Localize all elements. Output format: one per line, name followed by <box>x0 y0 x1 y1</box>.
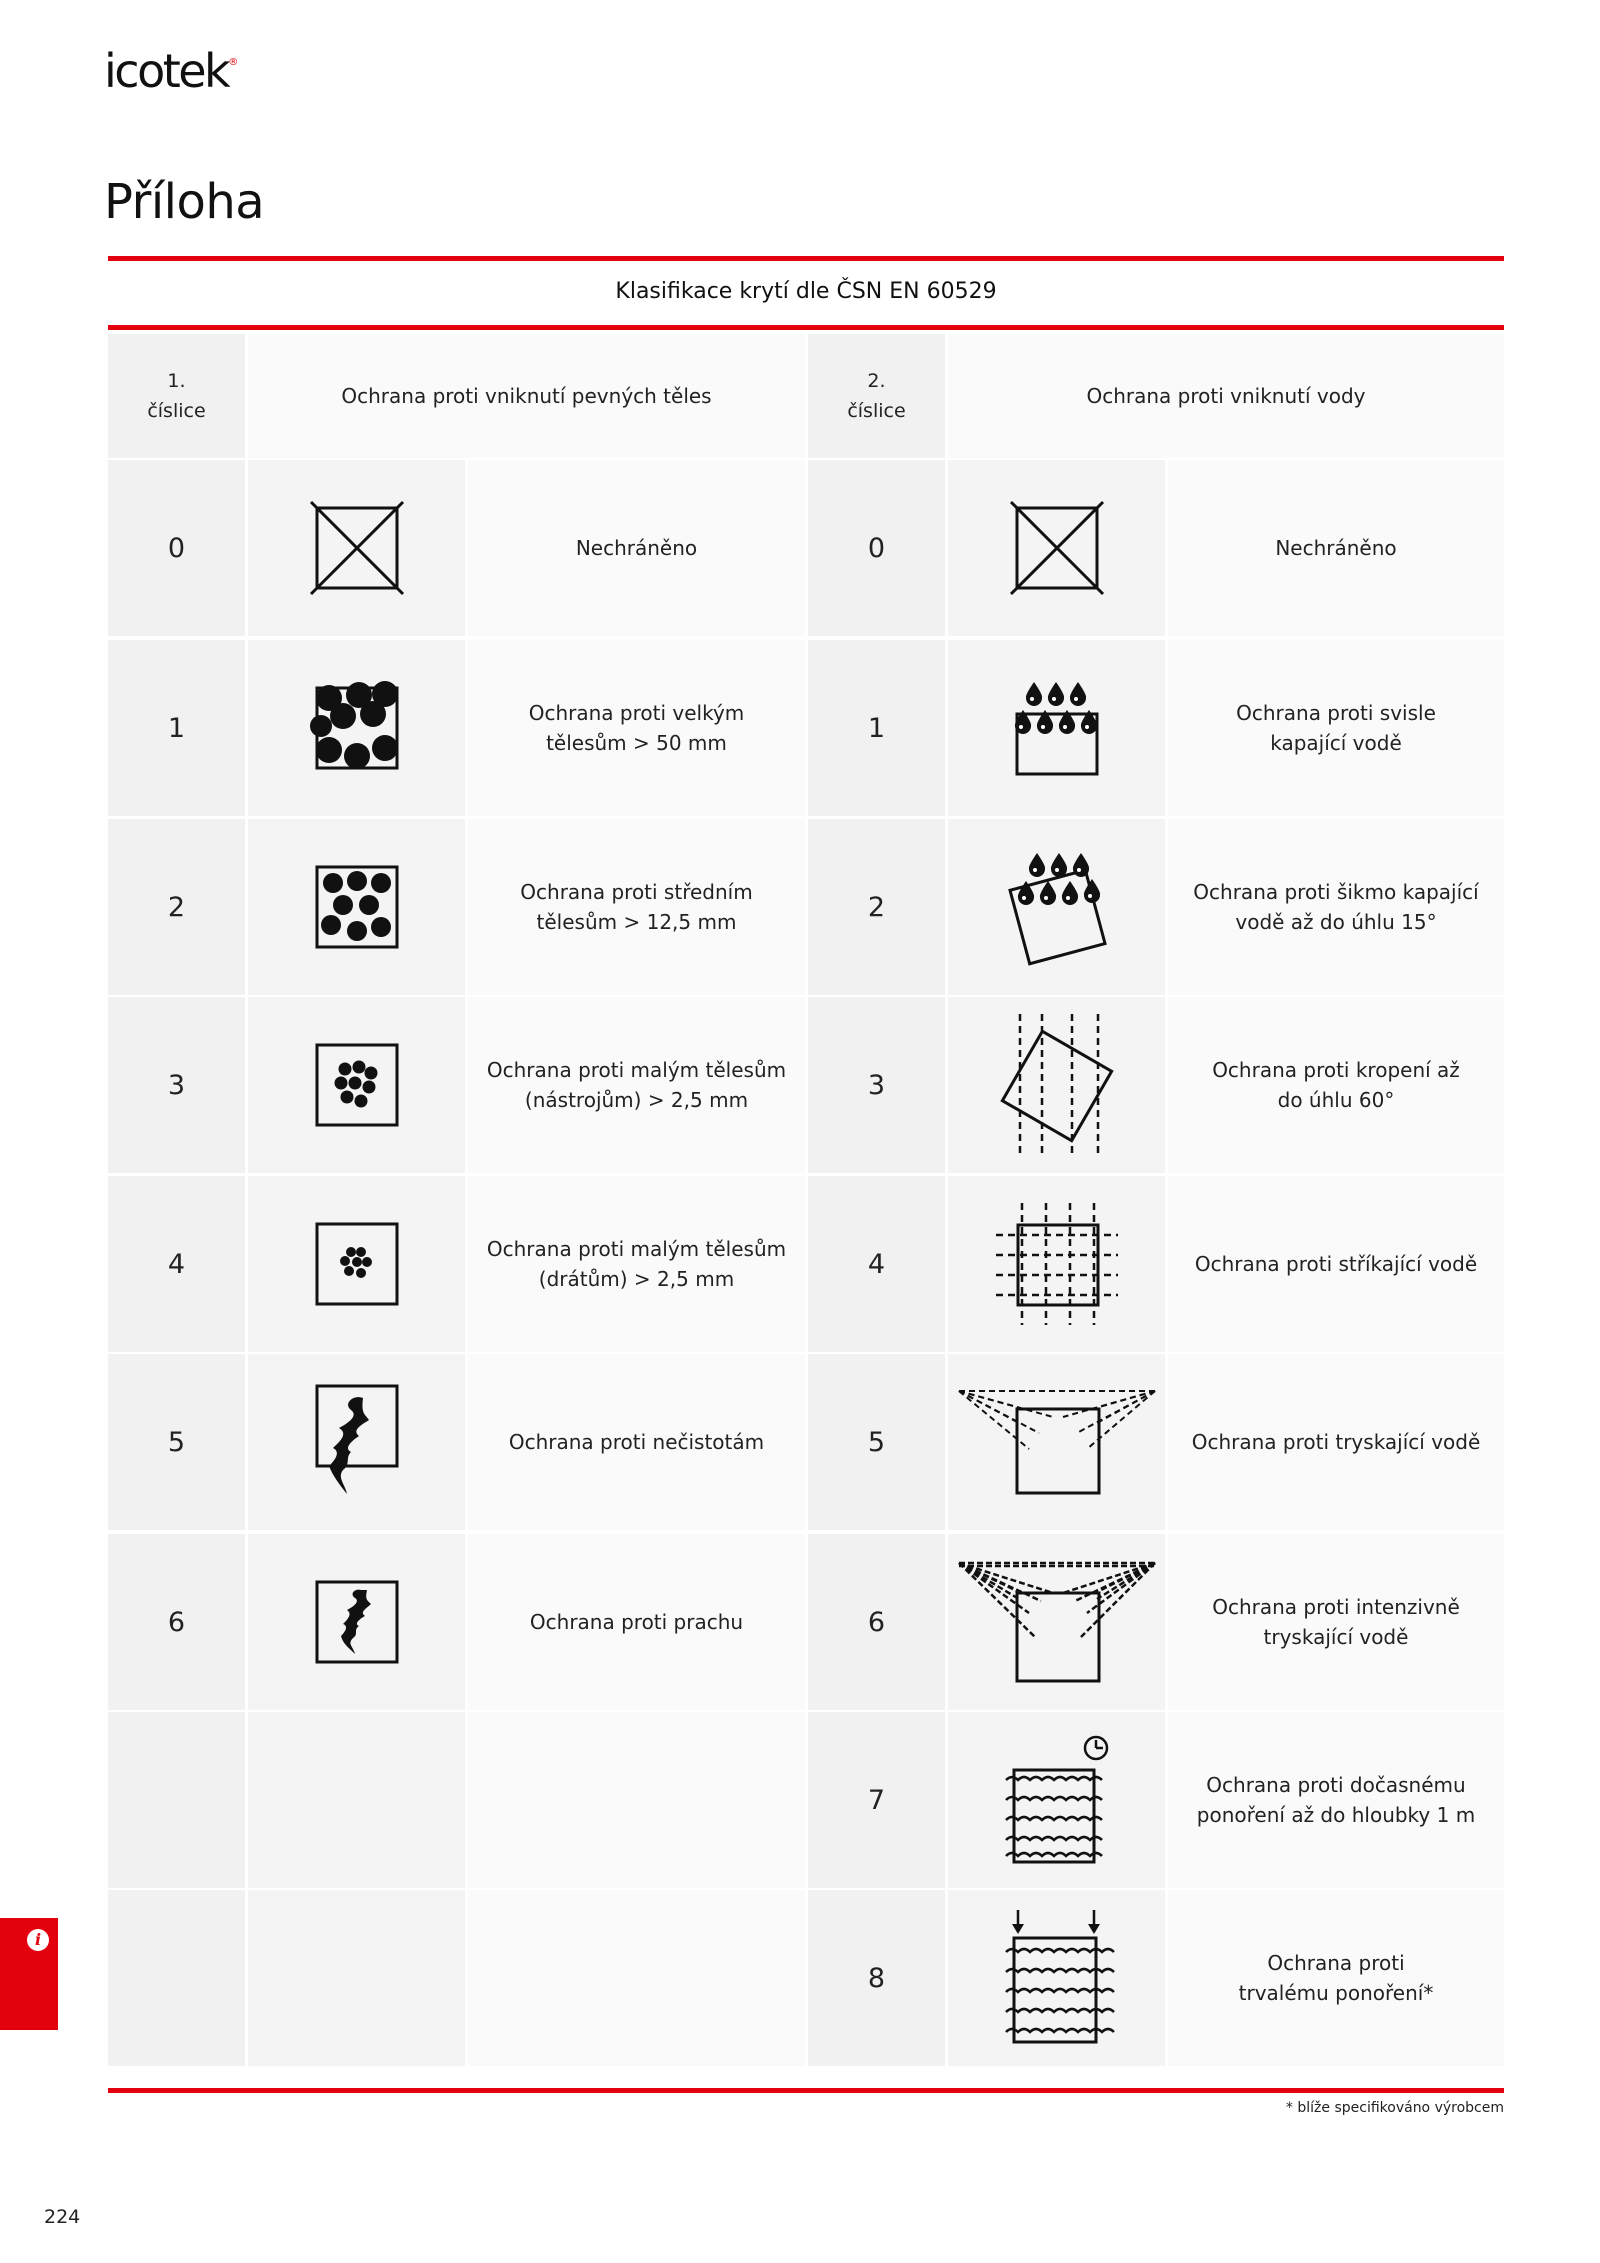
water-description-cell <box>1168 640 1504 816</box>
page-title: Příloha <box>104 174 265 231</box>
water-digit: 6 <box>867 1606 886 1638</box>
solids-digit-cell <box>108 640 245 816</box>
dust-icon <box>307 1572 407 1672</box>
solids-description-cell <box>468 819 805 995</box>
water-digit: 3 <box>867 1069 886 1101</box>
solids-digit: 6 <box>167 1606 186 1638</box>
tilted-drops-icon <box>1002 847 1112 967</box>
water-digit-cell <box>808 997 945 1173</box>
footnote: * blíže specifikováno výrobcem <box>1285 2100 1504 2116</box>
bottom-red-rule <box>108 2088 1504 2093</box>
solids-description-cell <box>468 1176 805 1352</box>
header-solids-title: Ochrana proti vniknutí pevných těles <box>248 334 805 458</box>
solids-digit: 4 <box>167 1248 186 1280</box>
water-digit-cell <box>808 640 945 816</box>
solids-digit-cell <box>108 1890 245 2066</box>
water-digit-cell <box>808 819 945 995</box>
solids-digit-cell <box>108 997 245 1173</box>
solids-icon-cell <box>248 1890 465 2066</box>
water-description-cell <box>1168 819 1504 995</box>
water-icon-cell <box>948 1712 1165 1888</box>
water-digit-cell <box>808 1176 945 1352</box>
medium-bodies-icon <box>307 857 407 957</box>
water-icon-cell <box>948 460 1165 636</box>
water-digit: 8 <box>867 1962 886 1994</box>
solids-icon-cell <box>248 1354 465 1530</box>
solids-digit-cell <box>108 1534 245 1710</box>
title-red-rule <box>108 325 1504 330</box>
dirt-icon <box>307 1372 407 1512</box>
solids-digit-cell <box>108 819 245 995</box>
solids-icon-cell <box>248 819 465 995</box>
solids-digit-cell <box>108 460 245 636</box>
solids-description: Ochrana proti velkým tělesům > 50 mm <box>528 701 745 755</box>
solids-description-cell <box>468 640 805 816</box>
solids-digit: 5 <box>167 1426 186 1458</box>
water-description: Ochrana proti tryskající vodě <box>1191 1430 1481 1454</box>
water-icon-cell <box>948 640 1165 816</box>
solids-description: Nechráněno <box>575 536 698 560</box>
water-digit-cell <box>808 1890 945 2066</box>
solids-description-cell <box>468 1890 805 2066</box>
solids-description-cell <box>468 997 805 1173</box>
temporary-immersion-icon <box>992 1730 1122 1870</box>
water-description-cell <box>1168 1534 1504 1710</box>
wire-bodies-icon <box>307 1214 407 1314</box>
solids-icon-cell <box>248 997 465 1173</box>
solids-digit: 1 <box>167 712 186 744</box>
solids-digit: 2 <box>167 891 186 923</box>
water-description-cell <box>1168 460 1504 636</box>
solids-icon-cell <box>248 1712 465 1888</box>
water-description: Nechráněno <box>1275 536 1397 560</box>
solids-icon-cell <box>248 1176 465 1352</box>
water-digit-cell <box>808 1534 945 1710</box>
water-icon-cell <box>948 819 1165 995</box>
water-digit: 2 <box>867 891 886 923</box>
water-icon-cell <box>948 1176 1165 1352</box>
powerful-jet-icon <box>957 1557 1157 1687</box>
page-number: 224 <box>44 2206 81 2228</box>
crossed-box-icon <box>307 498 407 598</box>
water-description-cell <box>1168 997 1504 1173</box>
water-digit: 4 <box>867 1248 886 1280</box>
solids-icon-cell <box>248 640 465 816</box>
table-title: Klasifikace krytí dle ČSN EN 60529 <box>615 279 997 304</box>
solids-icon-cell <box>248 460 465 636</box>
water-description: Ochrana proti šikmo kapající vodě až do úhlu 15° <box>1193 880 1479 934</box>
crossed-box-icon <box>1007 498 1107 598</box>
small-bodies-icon <box>307 1035 407 1135</box>
water-description-cell <box>1168 1176 1504 1352</box>
solids-description: Ochrana proti středním tělesům > 12,5 mm <box>520 880 753 934</box>
splashing-water-icon <box>992 1199 1122 1329</box>
vertical-drops-icon <box>1007 678 1107 778</box>
water-description-cell <box>1168 1712 1504 1888</box>
solids-icon-cell <box>248 1534 465 1710</box>
solids-description: Ochrana proti prachu <box>529 1610 744 1634</box>
solids-digit-cell <box>108 1354 245 1530</box>
water-digit: 1 <box>867 712 886 744</box>
solids-description-cell <box>468 1534 805 1710</box>
water-digit: 0 <box>867 532 886 564</box>
header-water-digit: 2. číslice <box>808 334 945 458</box>
water-description: Ochrana proti trvalému ponoření* <box>1238 1951 1434 2005</box>
solids-digit: 3 <box>167 1069 186 1101</box>
water-icon-cell <box>948 1534 1165 1710</box>
water-description: Ochrana proti intenzivně tryskající vodě <box>1212 1595 1460 1649</box>
solids-description-cell <box>468 1354 805 1530</box>
solids-description: Ochrana proti malým tělesům (nástrojům) > 2,5 mm <box>486 1058 787 1112</box>
solids-digit: 0 <box>167 532 186 564</box>
solids-description-cell <box>468 460 805 636</box>
water-digit-cell <box>808 460 945 636</box>
solids-description: Ochrana proti nečistotám <box>508 1430 765 1454</box>
water-icon-cell <box>948 1354 1165 1530</box>
header-solids-digit: 1. číslice <box>108 334 245 458</box>
icotek-logo: icotek® <box>104 44 239 98</box>
water-digit: 5 <box>867 1426 886 1458</box>
solids-description: Ochrana proti malým tělesům (drátům) > 2,5 mm <box>486 1237 787 1291</box>
water-icon-cell <box>948 1890 1165 2066</box>
water-description-cell <box>1168 1354 1504 1530</box>
water-digit: 7 <box>867 1784 886 1816</box>
solids-description-cell <box>468 1712 805 1888</box>
water-description-cell <box>1168 1890 1504 2066</box>
water-digit-cell <box>808 1712 945 1888</box>
solids-digit-cell <box>108 1712 245 1888</box>
info-icon: i <box>27 1929 49 1951</box>
water-description: Ochrana proti dočasnému ponoření až do hloubky 1 m <box>1196 1773 1476 1827</box>
water-description: Ochrana proti kropení až do úhlu 60° <box>1212 1058 1460 1112</box>
solids-digit-cell <box>108 1176 245 1352</box>
spraying-water-icon <box>992 1010 1122 1160</box>
water-digit-cell <box>808 1354 945 1530</box>
water-jet-icon <box>957 1387 1157 1497</box>
ip-classification-table <box>108 334 1504 2088</box>
water-description: Ochrana proti stříkající vodě <box>1194 1252 1478 1276</box>
header-water-title: Ochrana proti vniknutí vody <box>948 334 1504 458</box>
water-description: Ochrana proti svisle kapající vodě <box>1236 701 1436 755</box>
continuous-immersion-icon <box>992 1908 1122 2048</box>
water-icon-cell <box>948 997 1165 1173</box>
large-bodies-icon <box>307 678 407 778</box>
